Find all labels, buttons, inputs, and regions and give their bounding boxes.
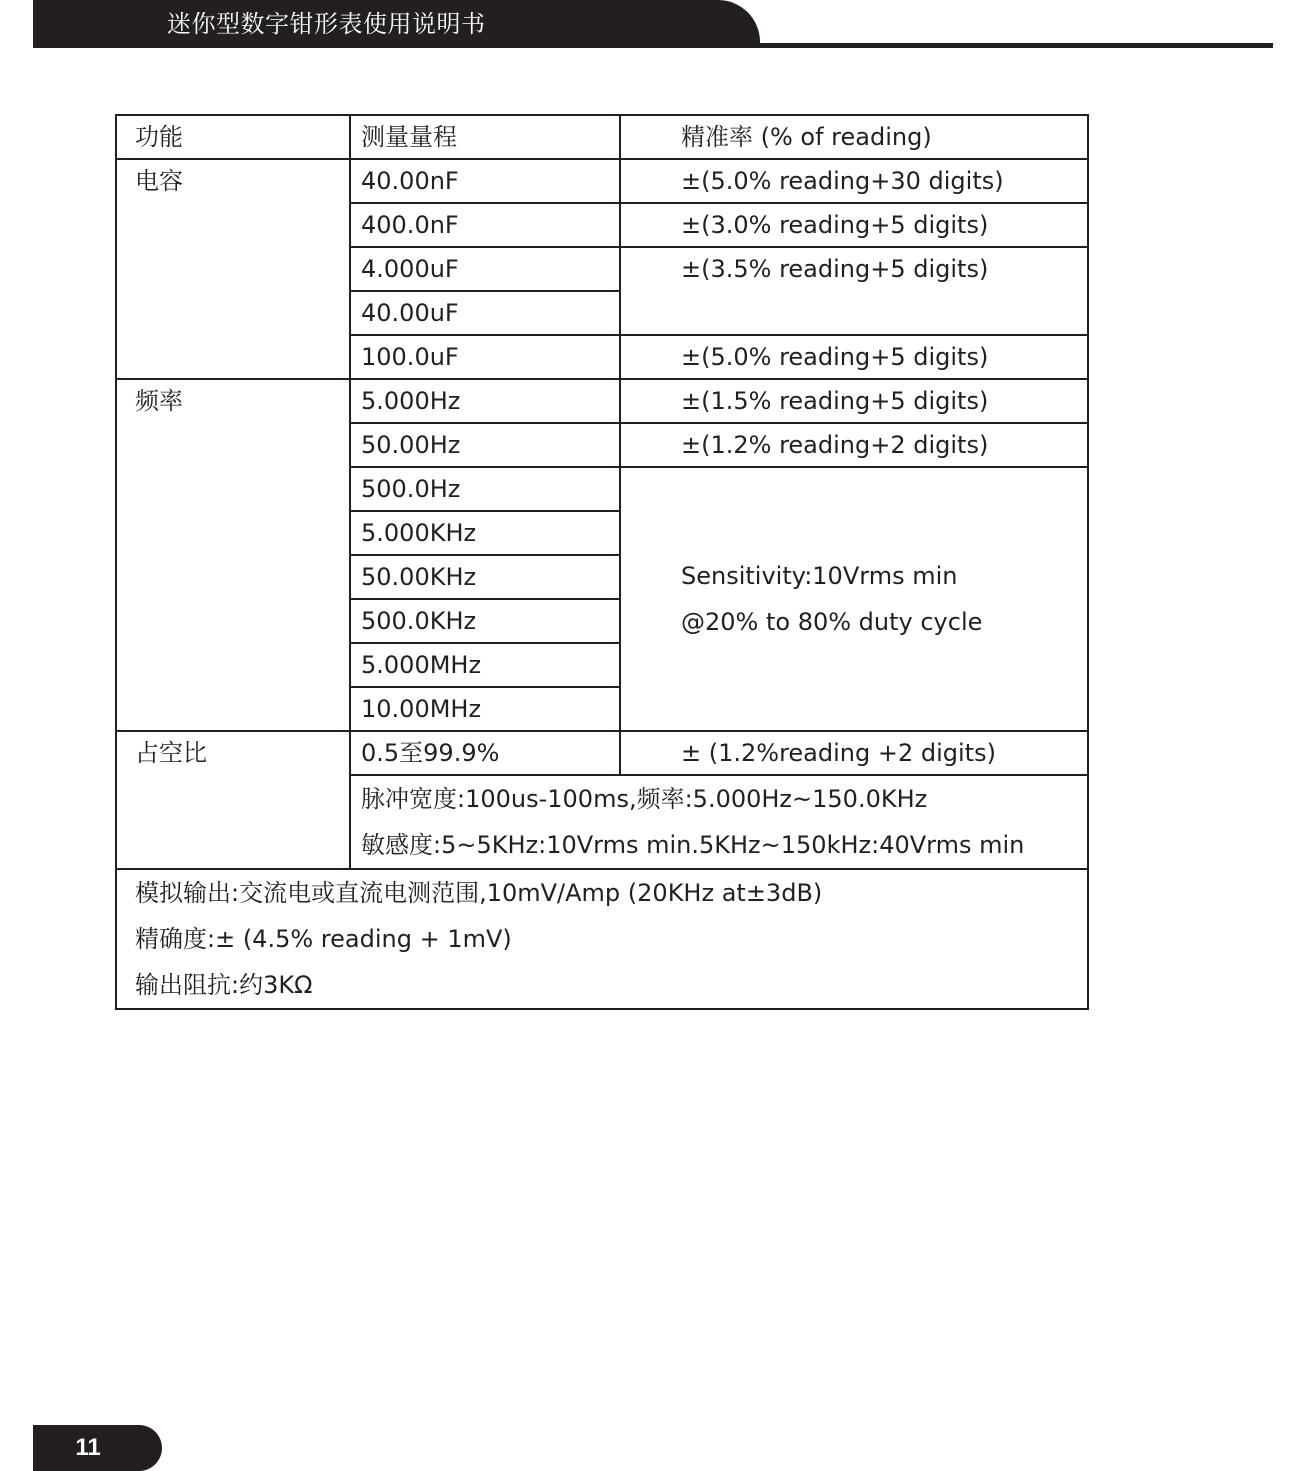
range-cell: 40.00uF xyxy=(350,291,620,335)
duty-cycle-line: @20% to 80% duty cycle xyxy=(681,608,983,636)
range-cell: 50.00KHz xyxy=(350,555,620,599)
range-cell: 100.0uF xyxy=(350,335,620,379)
sensitivity-cell xyxy=(620,467,1088,731)
range-cell: 5.000MHz xyxy=(350,643,620,687)
range-cell: 50.00Hz xyxy=(350,423,620,467)
specification-table xyxy=(115,114,1089,1010)
sensitivity-line: Sensitivity:10Vrms min xyxy=(681,562,958,590)
function-frequency: 频率 xyxy=(116,379,350,731)
function-duty-cycle: 占空比 xyxy=(116,731,350,869)
table-row xyxy=(116,869,1088,1009)
accuracy-cell: ±(1.5% reading+5 digits) xyxy=(620,379,1088,423)
header-function: 功能 xyxy=(116,115,350,159)
duty-cycle-notes xyxy=(350,775,1088,869)
range-cell: 400.0nF xyxy=(350,203,620,247)
accuracy-line: 精确度:± (4.5% reading + 1mV) xyxy=(135,925,512,953)
range-cell: 40.00nF xyxy=(350,159,620,203)
table-header-row xyxy=(116,115,1088,159)
document-title: 迷你型数字钳形表使用说明书 xyxy=(167,10,486,38)
analog-output-line: 模拟输出:交流电或直流电测范围,10mV/Amp (20KHz at±3dB) xyxy=(135,879,823,907)
range-cell: 4.000uF xyxy=(350,247,620,291)
page-number: 11 xyxy=(75,1434,101,1461)
output-impedance-line: 输出阻抗:约3KΩ xyxy=(135,971,313,999)
table-row xyxy=(116,159,1088,203)
range-cell: 5.000Hz xyxy=(350,379,620,423)
header-tab xyxy=(33,0,760,48)
accuracy-cell: ± (1.2%reading +2 digits) xyxy=(620,731,1088,775)
page-number-tab xyxy=(33,1425,162,1471)
range-cell: 0.5至99.9% xyxy=(350,731,620,775)
range-cell: 500.0Hz xyxy=(350,467,620,511)
accuracy-cell: ±(1.2% reading+2 digits) xyxy=(620,423,1088,467)
header-accuracy: 精准率 (% of reading) xyxy=(620,115,1088,159)
analog-output-notes xyxy=(116,869,1088,1009)
header-range: 测量量程 xyxy=(350,115,620,159)
table-row xyxy=(116,731,1088,775)
sensitivity-note: 敏感度:5~5KHz:10Vrms min.5KHz~150kHz:40Vrms min xyxy=(361,831,1025,859)
range-cell: 500.0KHz xyxy=(350,599,620,643)
pulse-width-note: 脉冲宽度:100us-100ms,频率:5.000Hz~150.0KHz xyxy=(361,785,928,813)
range-cell: 10.00MHz xyxy=(350,687,620,731)
accuracy-cell: ±(5.0% reading+30 digits) xyxy=(620,159,1088,203)
accuracy-cell: ±(3.5% reading+5 digits) xyxy=(620,247,1088,335)
range-cell: 5.000KHz xyxy=(350,511,620,555)
table-row xyxy=(116,379,1088,423)
function-capacitance: 电容 xyxy=(116,159,350,379)
accuracy-cell: ±(3.0% reading+5 digits) xyxy=(620,203,1088,247)
accuracy-cell: ±(5.0% reading+5 digits) xyxy=(620,335,1088,379)
header-rule xyxy=(33,43,1273,48)
